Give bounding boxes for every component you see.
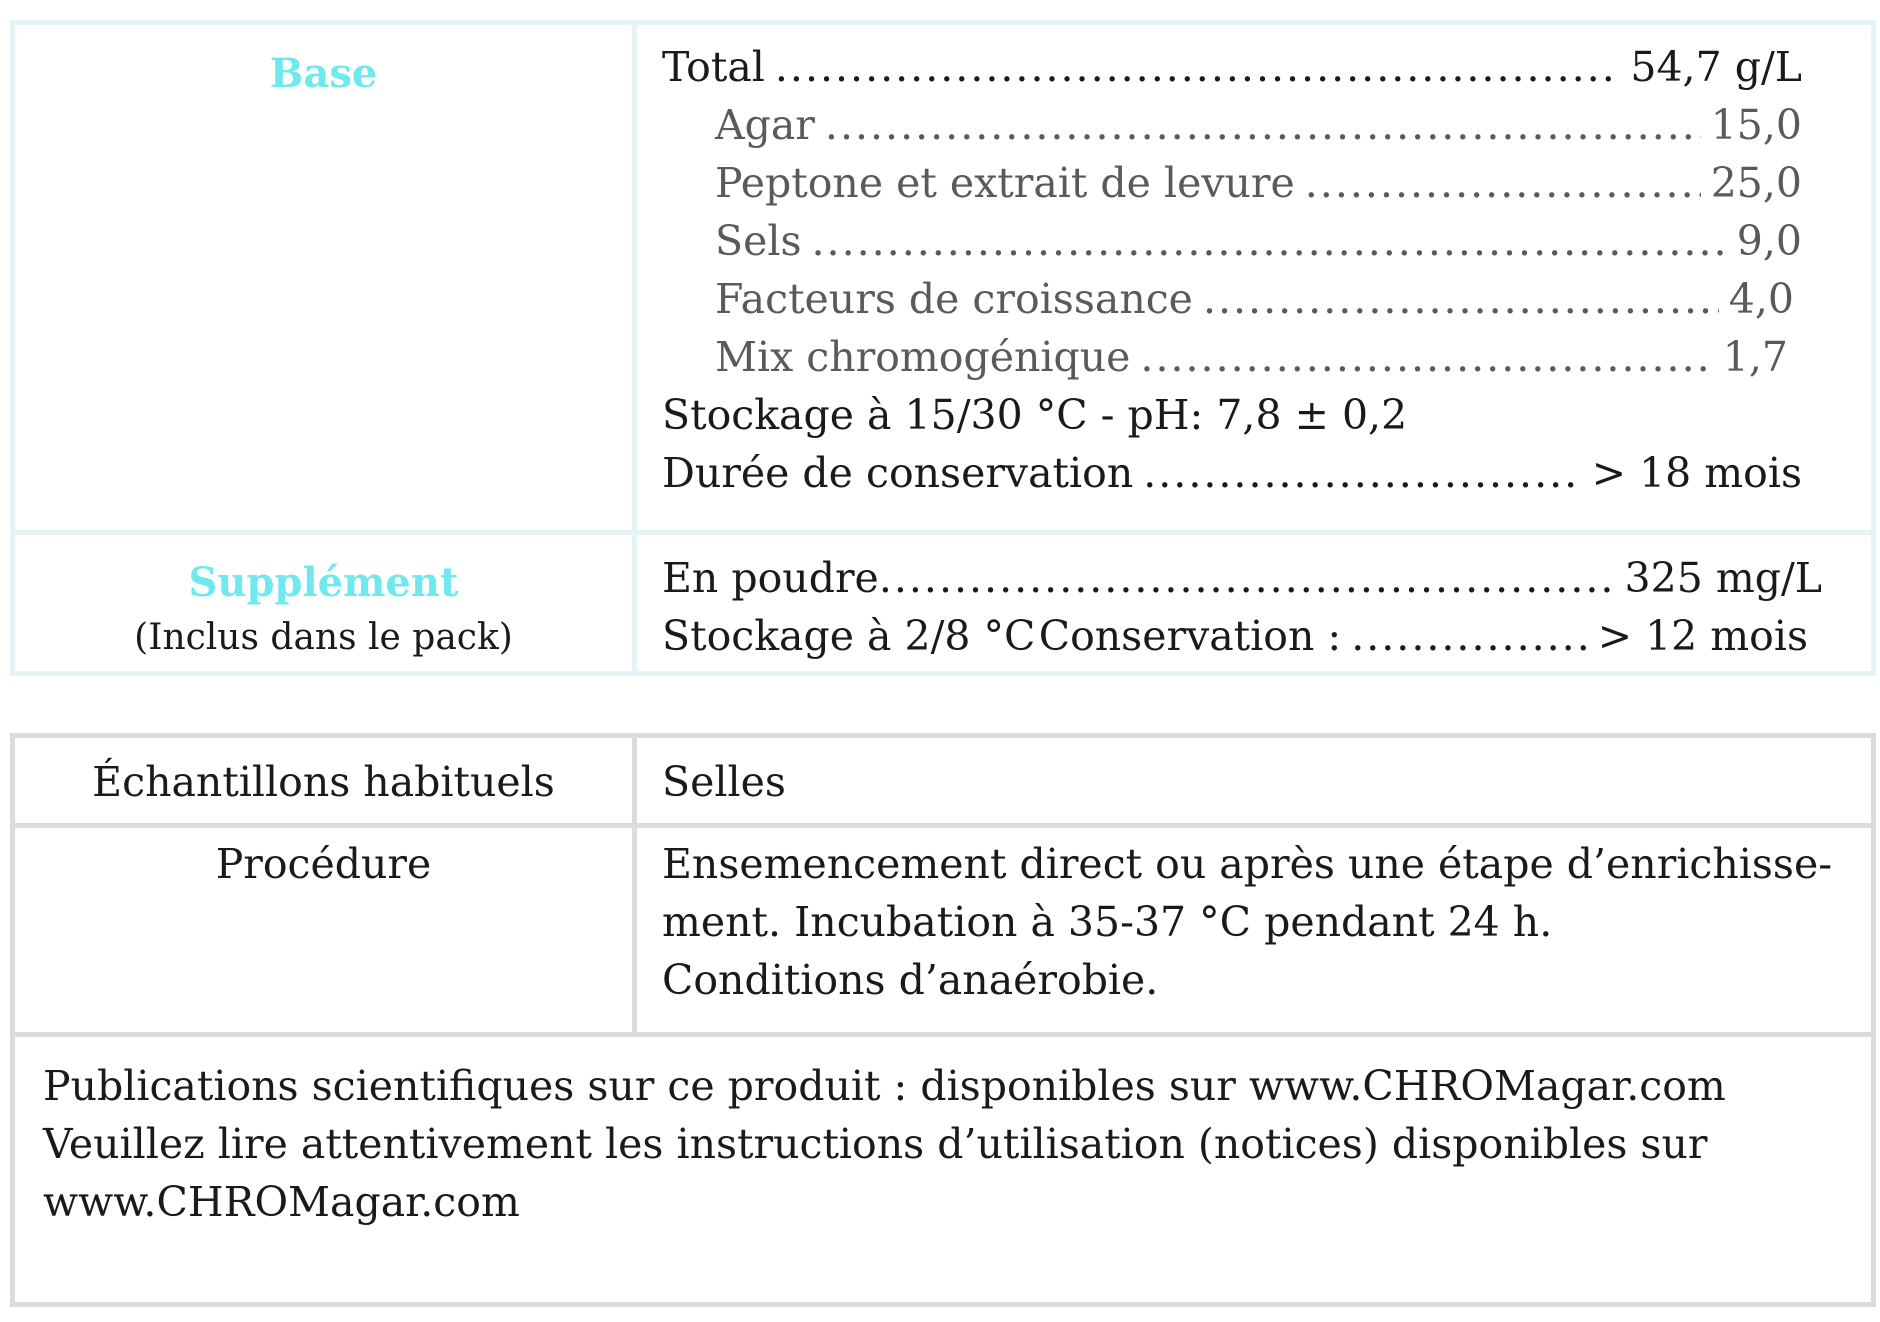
powder-line bbox=[662, 554, 1822, 612]
leader-dots bbox=[812, 217, 1727, 265]
info-table bbox=[10, 733, 1876, 1307]
supplement-storage-line bbox=[662, 612, 1822, 670]
leader-dots bbox=[775, 43, 1621, 91]
notes-line: www.CHROMagar.com bbox=[43, 1178, 520, 1226]
ingredient-line bbox=[662, 217, 1802, 275]
shelf-life-line bbox=[662, 449, 1802, 507]
leader-dots bbox=[825, 101, 1701, 149]
procedure-line: Conditions d’anaérobie. bbox=[662, 956, 1159, 1004]
ingredient-label: Peptone et extrait de levure bbox=[715, 159, 1295, 207]
supplement-storage: Stockage à 2/8 °C bbox=[662, 612, 1036, 660]
samples-label: Échantillons habituels bbox=[92, 758, 555, 806]
ingredient-line bbox=[662, 333, 1802, 391]
conservation-value: > 12 mois bbox=[1597, 612, 1808, 660]
samples-value-cell bbox=[662, 753, 1841, 811]
composition-table bbox=[10, 20, 1876, 676]
procedure-line: ment. Incubation à 35-37 °C pendant 24 h. bbox=[662, 898, 1553, 946]
base-detail-cell bbox=[642, 25, 1871, 530]
base-label-cell bbox=[15, 25, 637, 530]
samples-row bbox=[15, 738, 1871, 828]
procedure-label-cell bbox=[15, 828, 637, 1032]
base-title: Base bbox=[269, 50, 378, 97]
notes-row bbox=[15, 1037, 1871, 1302]
supplement-row bbox=[15, 530, 1871, 676]
ingredient-line bbox=[662, 275, 1802, 333]
procedure-label: Procédure bbox=[215, 840, 432, 888]
conservation-label: Conservation : bbox=[1038, 612, 1342, 660]
leader-dots bbox=[1305, 159, 1701, 207]
ingredient-value: 4,0 bbox=[1728, 275, 1794, 323]
base-row bbox=[15, 25, 1871, 530]
ingredient-line bbox=[662, 101, 1802, 159]
notes-line: Publications scientifiques sur ce produit : disponibles sur www.CHROMagar.com bbox=[43, 1062, 1726, 1110]
procedure-text-cell bbox=[662, 835, 1841, 1009]
supplement-title: Supplément bbox=[188, 559, 459, 606]
base-lines bbox=[662, 43, 1802, 507]
ingredient-value: 1,7 bbox=[1722, 333, 1788, 381]
supplement-label-cell bbox=[15, 535, 637, 676]
ingredient-line bbox=[662, 159, 1802, 217]
leader-dots bbox=[879, 554, 1615, 602]
ingredient-value: 15,0 bbox=[1710, 101, 1802, 149]
procedure-row bbox=[15, 828, 1871, 1037]
leader-dots bbox=[1140, 333, 1712, 381]
ingredient-label: Mix chromogénique bbox=[715, 333, 1131, 381]
procedure-line: Ensemencement direct ou après une étape d’enrichisse- bbox=[662, 840, 1833, 888]
samples-value: Selles bbox=[662, 758, 786, 806]
notes-cell bbox=[43, 1057, 1851, 1231]
ingredient-value: 9,0 bbox=[1736, 217, 1802, 265]
shelf-life-value: > 18 mois bbox=[1591, 449, 1802, 497]
shelf-life-label: Durée de conservation bbox=[662, 449, 1134, 497]
total-line bbox=[662, 43, 1802, 101]
supplement-subtitle: (Inclus dans le pack) bbox=[134, 617, 513, 658]
supplement-lines bbox=[662, 554, 1822, 670]
leader-dots bbox=[1351, 612, 1587, 660]
samples-label-cell bbox=[15, 738, 637, 823]
base-storage-line bbox=[662, 391, 1802, 449]
ingredient-label: Facteurs de croissance bbox=[715, 275, 1193, 323]
ingredient-value: 25,0 bbox=[1710, 159, 1802, 207]
powder-label: En poudre bbox=[662, 554, 879, 602]
base-storage: Stockage à 15/30 °C - pH: 7,8 ± 0,2 bbox=[662, 391, 1408, 439]
total-label: Total bbox=[662, 43, 765, 91]
leader-dots bbox=[1203, 275, 1719, 323]
powder-value: 325 mg/L bbox=[1624, 554, 1822, 602]
supplement-detail-cell bbox=[642, 535, 1871, 676]
ingredient-label: Agar bbox=[715, 101, 815, 149]
ingredient-label: Sels bbox=[715, 217, 802, 265]
notes-line: Veuillez lire attentivement les instructions d’utilisation (notices) disponibles sur bbox=[43, 1120, 1708, 1168]
total-value: 54,7 g/L bbox=[1630, 43, 1802, 91]
leader-dots bbox=[1143, 449, 1581, 497]
